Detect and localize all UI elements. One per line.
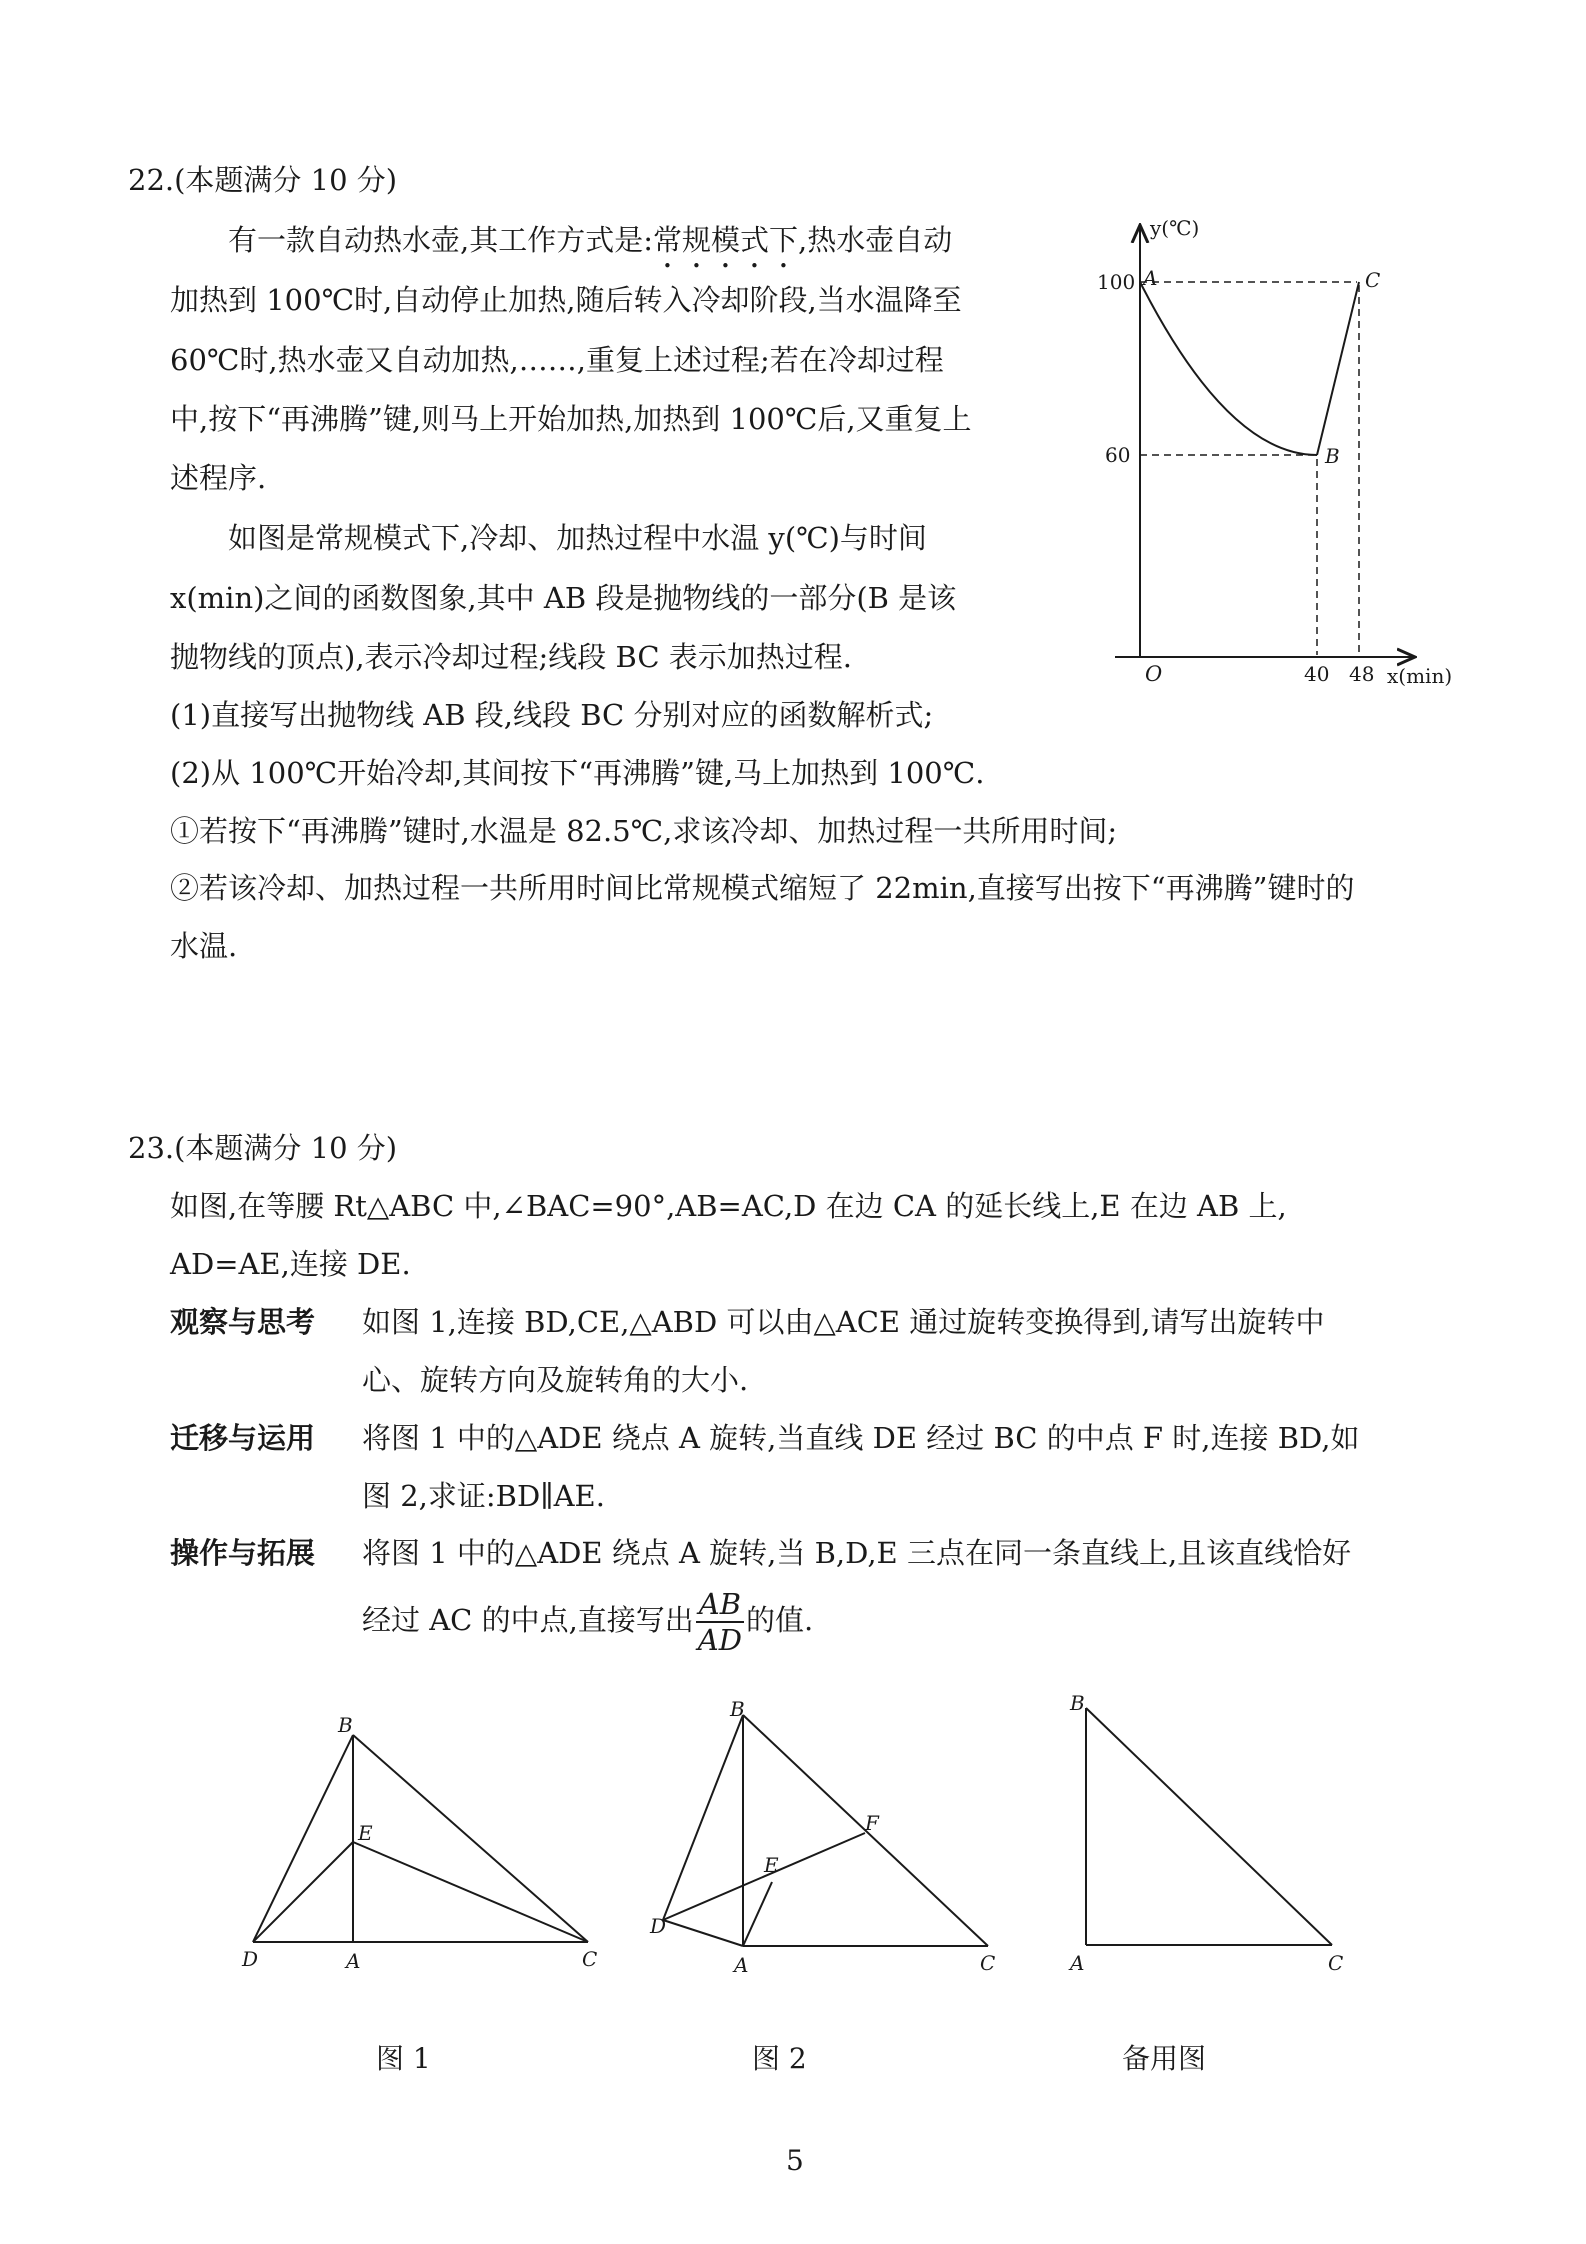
q23-part1-line-1: 如图 1,连接 BD,CE,△ABD 可以由△ACE 通过旋转变换得到,请写出旋转中: [362, 1305, 1325, 1339]
q22-p1-line-4: 中,按下“再沸腾”键,则马上开始加热,加热到 100℃后,又重复上: [170, 402, 972, 436]
fig2-label-F: F: [865, 1811, 879, 1835]
q22-graph-ytick-100: 100: [1097, 270, 1136, 294]
fig3-label-A: A: [1070, 1951, 1085, 1975]
q22-p1-line-1: [228, 220, 952, 275]
fig1-label-B: B: [338, 1713, 353, 1737]
q22-p1-line-2: 加热到 100℃时,自动停止加热,随后转入冷却阶段,当水温降至: [170, 283, 962, 317]
q22-graph-curve-AB: [1140, 282, 1317, 455]
fig2-label-B: B: [730, 1697, 745, 1721]
fig3-label-B: B: [1070, 1691, 1085, 1715]
q22-graph-point-B: B: [1325, 444, 1340, 468]
q22-sub-2a: ①若按下“再沸腾”键时,水温是 82.5℃,求该冷却、加热过程一共所用时间;: [170, 814, 1118, 848]
fig2-label-A: A: [734, 1953, 749, 1977]
q23-figure-2: [640, 1690, 1010, 2000]
q23-intro-line-2: AD=AE,连接 DE.: [170, 1247, 411, 1281]
q22-graph-xtick-40: 40: [1304, 662, 1330, 686]
fig3-label-C: C: [1328, 1951, 1344, 1975]
fig1-label-D: D: [242, 1947, 259, 1971]
q23-part1-line-2: 心、旋转方向及旋转角的大小.: [362, 1363, 749, 1397]
q23-intro-line-1: 如图,在等腰 Rt△ABC 中,∠BAC=90°,AB=AC,D 在边 CA 的延长线上,E 在边 AB 上,: [170, 1189, 1287, 1223]
q23-part2-title: 迁移与运用: [170, 1421, 316, 1455]
q22-p1-line-5: 述程序.: [170, 461, 267, 495]
q23-part3-line-1: 将图 1 中的△ADE 绕点 A 旋转,当 B,D,E 三点在同一条直线上,且该直线恰好: [362, 1536, 1352, 1570]
q22-p2-line-1: 如图是常规模式下,冷却、加热过程中水温 y(℃)与时间: [228, 521, 927, 555]
fig2-label-C: C: [980, 1951, 996, 1975]
fig1-label-C: C: [582, 1947, 598, 1971]
q22-graph-ytick-60: 60: [1105, 443, 1131, 467]
q22-graph-point-C: C: [1365, 268, 1381, 292]
fig2-label-D: D: [650, 1914, 667, 1938]
q22-sub-2: (2)从 100℃开始冷却,其间按下“再沸腾”键,马上加热到 100℃.: [170, 756, 985, 790]
q22-emphasis-normal-mode: 常规模式下: [653, 223, 799, 257]
q22-p1-line-1-pre: 有一款自动热水壶,其工作方式是:: [228, 223, 653, 257]
q23-figure-1: [230, 1700, 620, 2000]
q22-graph-segment-BC: [1317, 282, 1359, 455]
q23-figure-backup-caption: 备用图: [1122, 2042, 1207, 2075]
q22-p1-line-3: 60℃时,热水壶又自动加热,……,重复上述过程;若在冷却过程: [170, 343, 944, 377]
q23-fraction-denominator: AD: [697, 1623, 742, 1657]
q23-part2-line-2: 图 2,求证:BD∥AE.: [362, 1479, 605, 1513]
q22-graph-xtick-48: 48: [1349, 662, 1375, 686]
q22-sub-1: (1)直接写出抛物线 AB 段,线段 BC 分别对应的函数解析式;: [170, 698, 934, 732]
fig1-label-A: A: [346, 1949, 361, 1973]
q23-fraction-numerator: AB: [696, 1587, 744, 1623]
q22-graph-x-axis-label: x(min): [1387, 664, 1453, 688]
fig1-label-E: E: [358, 1821, 373, 1845]
q22-sub-2b-line-2: 水温.: [170, 929, 238, 963]
q23-figure-2-caption: 图 2: [752, 2042, 807, 2075]
q22-header: 22.(本题满分 10 分): [128, 163, 398, 197]
q22-graph-origin: O: [1145, 662, 1163, 686]
q23-part2-line-1: 将图 1 中的△ADE 绕点 A 旋转,当直线 DE 经过 BC 的中点 F 时,连接 BD,如: [362, 1421, 1360, 1455]
page-number: 5: [786, 2144, 804, 2177]
q22-graph-point-A: A: [1143, 266, 1158, 290]
q23-part3-line-2-pre: 经过 AC 的中点,直接写出: [362, 1603, 694, 1637]
q22-p2-line-2: x(min)之间的函数图象,其中 AB 段是抛物线的一部分(B 是该: [170, 581, 957, 615]
q23-figure-backup: [1050, 1680, 1380, 2000]
q22-graph-y-axis-label: y(℃): [1150, 216, 1200, 240]
q22-p2-line-3: 抛物线的顶点),表示冷却过程;线段 BC 表示加热过程.: [170, 640, 852, 674]
q23-part3-line-2-post: 的值.: [746, 1603, 814, 1637]
fig2-label-E: E: [764, 1853, 779, 1877]
q23-part3-title: 操作与拓展: [170, 1536, 316, 1570]
q22-temperature-graph: [1095, 215, 1475, 695]
q22-p1-line-1-post: ,热水壶自动: [798, 223, 953, 257]
q22-sub-2b-line-1: ②若该冷却、加热过程一共所用时间比常规模式缩短了 22min,直接写出按下“再沸腾”键时的: [170, 871, 1355, 905]
q23-header: 23.(本题满分 10 分): [128, 1131, 398, 1165]
q23-part1-title: 观察与思考: [170, 1305, 316, 1339]
q23-figure-1-caption: 图 1: [376, 2042, 431, 2075]
q23-fraction-ab-over-ad: [696, 1587, 744, 1657]
q23-part3-line-2: [362, 1585, 813, 1657]
